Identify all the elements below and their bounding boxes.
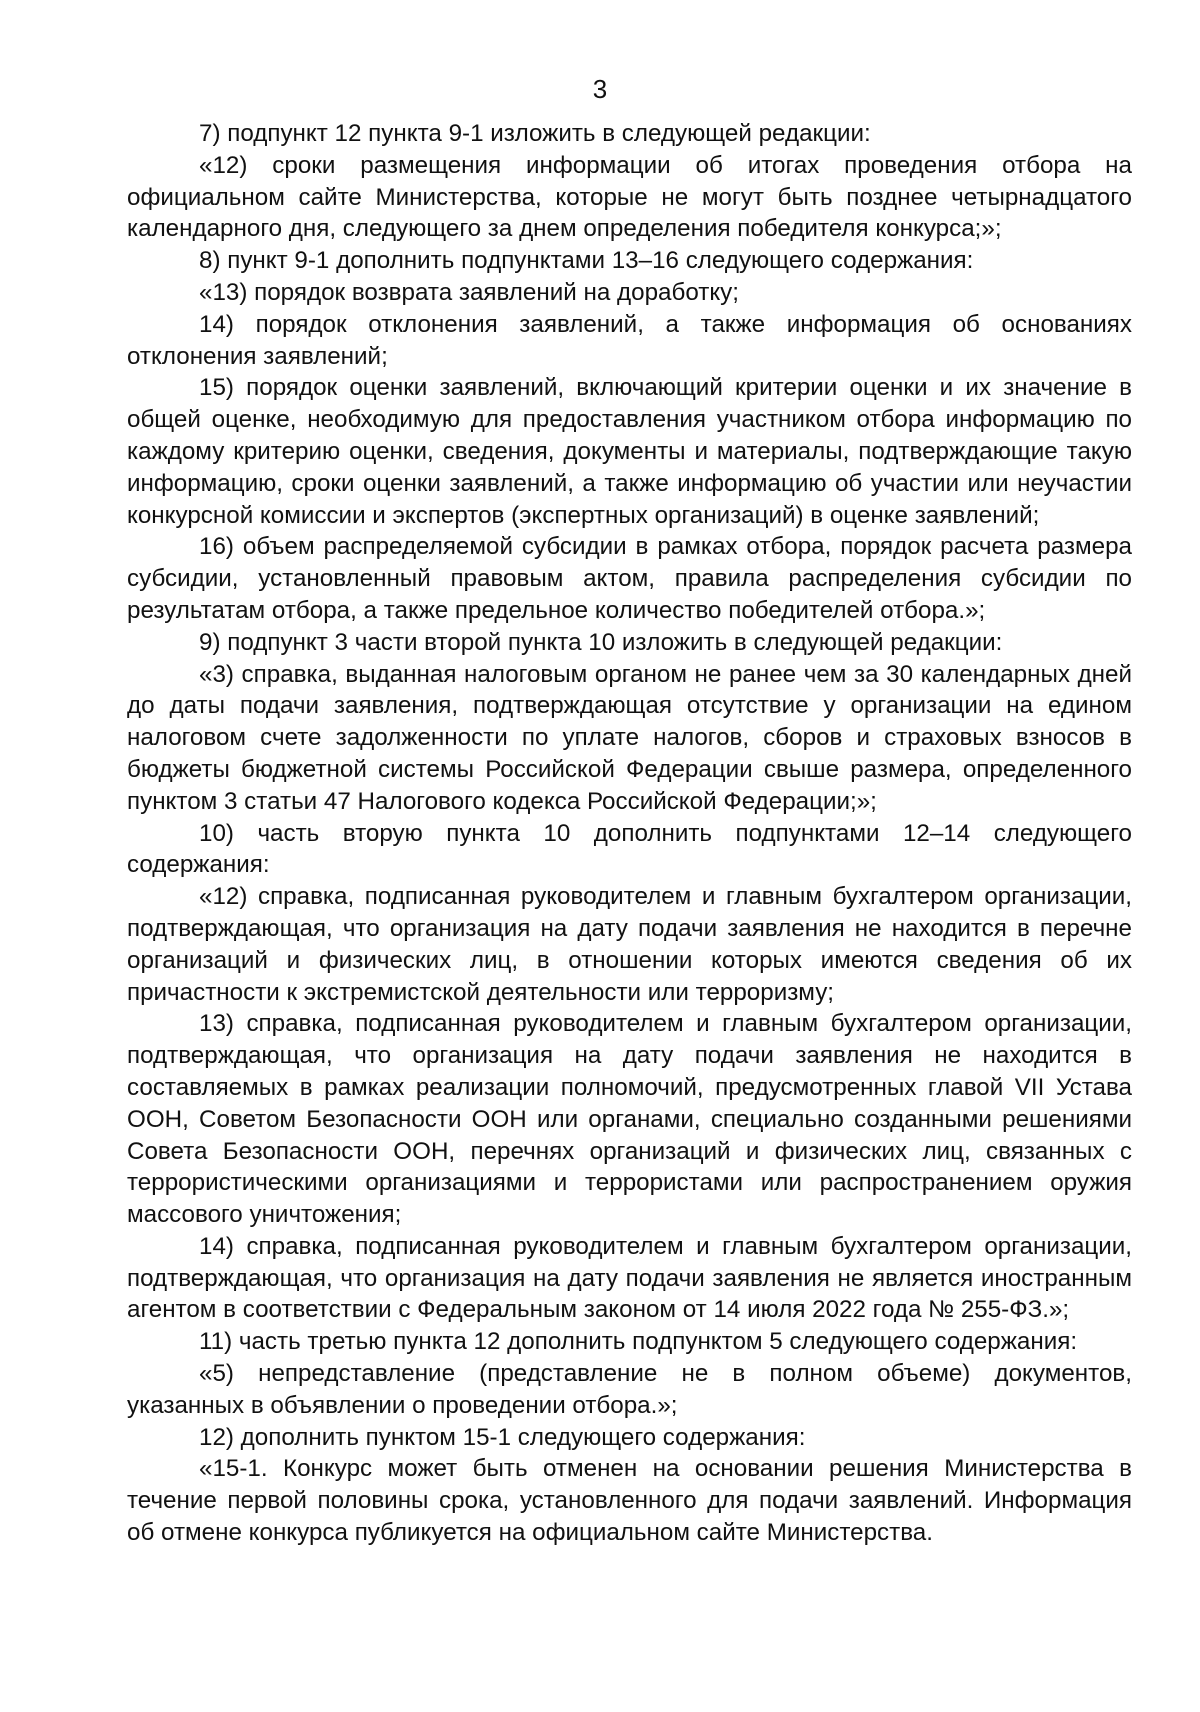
paragraph-subitem-5: «5) непредставление (представление не в полном объеме) документов, указанных в объявлении о проведении отбора.»;	[127, 1360, 1132, 1419]
paragraph-subitem-12-reference: «12) справка, подписанная руководителем и главным бухгалтером организации, подтверждающая, что организация на дату подачи заявления не находится в перечне организаций и физических лиц, в отношении которых имеются сведения об их причастности к экстремистской деятельности или терроризму;	[127, 883, 1132, 1006]
paragraph-subitem-12: «12) сроки размещения информации об итогах проведения отбора на официальном сайте Министерства, которые не могут быть позднее четырнадцатого календарного дня, следующего за днем определения победителя конкурса;»;	[127, 151, 1132, 243]
paragraph-subitem-13: «13) порядок возврата заявлений на доработку;	[199, 278, 739, 306]
page-number: 3	[592, 74, 608, 104]
paragraph-subitem-13-reference: 13) справка, подписанная руководителем и главным бухгалтером организации, подтверждающая, что организация на дату подачи заявления не находится в составляемых в рамках реализации полномочий, предусмотренных главой VII Устава ООН, Советом Безопасности ООН или органами, специально созданными решениями Совета Безопасности ООН, перечнях организаций и физических лиц, связанных с террористическими организациями и террористами или распространением оружия массового уничтожения;	[127, 1010, 1132, 1229]
paragraph-subitem-14-reference: 14) справка, подписанная руководителем и главным бухгалтером организации, подтверждающая, что организация на дату подачи заявления не является иностранным агентом в соответствии с Федеральным законом от 14 июля 2022 года № 255-ФЗ.»;	[127, 1232, 1132, 1324]
paragraph-subitem-14: 14) порядок отклонения заявлений, а также информация об основаниях отклонения заявлений;	[127, 310, 1132, 370]
paragraph-item-7: 7) подпункт 12 пункта 9-1 изложить в следующей редакции:	[199, 120, 871, 147]
paragraph-subitem-15: 15) порядок оценки заявлений, включающий критерии оценки и их значение в общей оценке, необходимую для предоставления участником отбора информацию по каждому критерию оценки, сведения, документы и материалы, подтверждающие такую информацию, сроки оценки заявлений, а также информацию об участии или неучастии конкурсной комиссии и экспертов (экспертных организаций) в оценке заявлений;	[127, 374, 1132, 529]
paragraph-item-15-1: «15-1. Конкурс может быть отменен на основании решения Министерства в течение первой половины срока, установленного для подачи заявлений. Информация об отмене конкурса публикуется на официальном сайте Министерства.	[127, 1455, 1132, 1547]
paragraph-subitem-3: «3) справка, выданная налоговым органом не ранее чем за 30 календарных дней до даты подачи заявления, подтверждающая отсутствие у организации на едином налоговом счете задолженности по уплате налогов, сборов и страховых взносов в бюджеты бюджетной системы Российской Федерации свыше размера, определенного пунктом 3 статьи 47 Налогового кодекса Российской Федерации;»;	[127, 660, 1132, 815]
paragraph-item-9: 9) подпункт 3 части второй пункта 10 изложить в следующей редакции:	[199, 628, 1003, 656]
document-body	[127, 118, 1132, 1549]
paragraph-item-8: 8) пункт 9-1 дополнить подпунктами 13–16 следующего содержания:	[199, 247, 974, 275]
paragraph-subitem-16: 16) объем распределяемой субсидии в рамках отбора, порядок расчета размера субсидии, установленный правовым актом, правила распределения субсидии по результатам отбора, а также предельное количество победителей отбора.»;	[127, 533, 1132, 624]
paragraph-item-12: 12) дополнить пунктом 15-1 следующего содержания:	[199, 1423, 806, 1451]
paragraph-item-10: 10) часть вторую пункта 10 дополнить подпунктами 12–14 следующего содержания:	[127, 819, 1132, 879]
paragraph-item-11: 11) часть третью пункта 12 дополнить подпунктом 5 следующего содержания:	[199, 1328, 1078, 1356]
